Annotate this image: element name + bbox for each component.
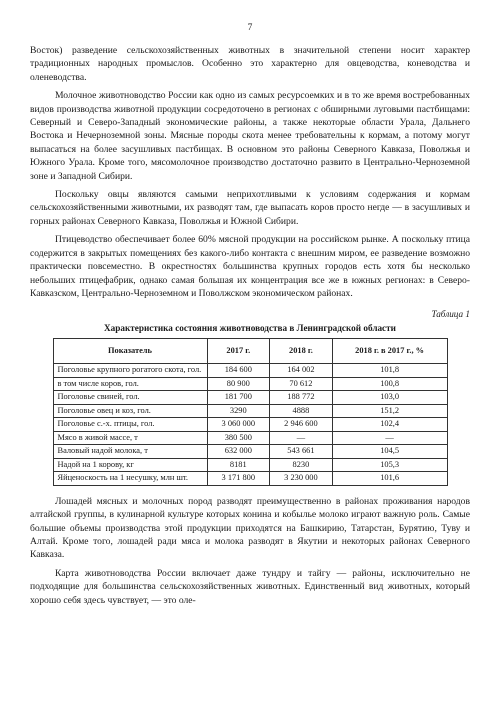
paragraph: Карта животноводства России включает даже тундру и тайгу — районы, исключительно не подходящие для большинства сельскохозяйственных животных. Единственный вид животных, который хорошо себя здесь чувствует, — это оле- [30,567,470,606]
table-cell: 101,6 [332,472,447,486]
table-cell: 101,8 [332,364,447,378]
table-cell: Яйценоскость на 1 несушку, млн шт. [53,472,207,486]
table-title: Характеристика состояния животноводства в Ленинградской области [104,323,396,334]
table-cell: Мясо в живой массе, т [53,431,207,445]
table-row [53,404,447,418]
table-row [53,431,447,445]
table-cell: 380 500 [207,431,270,445]
page-number: 7 [247,23,253,33]
table-cell: 3 060 000 [207,418,270,432]
table-cell: 8230 [270,458,333,472]
table-cell: 105,3 [332,458,447,472]
table-cell: 151,2 [332,404,447,418]
paragraph: Восток) разведение сельскохозяйственных животных в значительной степени носит характер традиционных народных промыслов. Особенно это характерно для овцеводства, коневодства и оленеводства. [30,45,470,83]
table-cell: 543 661 [270,445,333,459]
column-header: Показатель [53,339,207,364]
table-cell: 188 772 [270,391,333,405]
table-cell: 102,4 [332,418,447,432]
table-cell: 3 230 000 [270,472,333,486]
table-row [53,445,447,459]
table-row [53,391,447,405]
table-header-row [53,339,447,364]
table-row [53,458,447,472]
table-cell: 4888 [270,404,333,418]
table-cell: в том числе коров, гол. [53,377,207,391]
paragraph: Птицеводство обеспечивает более 60% мясной продукции на российском рынке. А поскольку птица содержится в закрытых помещениях без какого-либо контакта с внешним миром, ее разведение возможно практически повсеместно. В окрестностях большинства крупных городов есть хотя бы несколько небольших птицефабрик, однако самая большая их концентрация все же в южных регионах: в Северо-Кавказском, Центрально-Черноземном и Поволжском экономическом районах. [30,234,470,299]
table-cell: — [270,431,333,445]
table-row [53,472,447,486]
table-cell: 632 000 [207,445,270,459]
paragraph: Поскольку овцы являются самыми неприхотливыми к условиям содержания и кормам сельскохозяйственными животными, их разводят там, где выпасать коров просто негде — в засушливых и горных районах Северного Кавказа, Поволжья и Южной Сибири. [30,189,470,227]
table-cell: Поголовье с.-х. птицы, гол. [53,418,207,432]
table-cell: Валовый надой молока, т [53,445,207,459]
body-text-bottom [30,495,470,607]
table-cell: Поголовье овец и коз, гол. [53,404,207,418]
table-cell: — [332,431,447,445]
table-cell: 184 600 [207,364,270,378]
table-cell: 104,5 [332,445,447,459]
table-row [53,364,447,378]
table-caption: Таблица 1 [431,309,470,320]
table-cell: 100,8 [332,377,447,391]
table-cell: 80 900 [207,377,270,391]
table-cell: Надой на 1 корову, кг [53,458,207,472]
data-table [53,338,448,486]
table-cell: 103,0 [332,391,447,405]
paragraph: Молочное животноводство России как одно из самых ресурсоемких и в то же время востребованных видов производства животной продукции сосредоточено в регионах с обширными луговыми пастбищами: Северный и Северо-Западный экономические районы, а также некоторые области Урала, Дальнего Востока и Нечерноземной зоны. Мясные породы скота менее требовательны к кормам, а потому могут выпасаться на более засушливых пастбищах. В основном это районы Северного Кавказа, Поволжья и Южного Урала. Кроме того, мясомолочное производство достаточно развито в Центрально-Черноземной зоне и Западной Сибири. [30,90,470,182]
table-cell: 181 700 [207,391,270,405]
column-header: 2017 г. [207,339,270,364]
column-header: 2018 г. в 2017 г., % [332,339,447,364]
table-cell: Поголовье свиней, гол. [53,391,207,405]
table-cell: 164 002 [270,364,333,378]
body-text-top [30,44,470,300]
table-cell: 8181 [207,458,270,472]
table-cell: 3 171 800 [207,472,270,486]
table-cell: 70 612 [270,377,333,391]
column-header: 2018 г. [270,339,333,364]
paragraph: Лошадей мясных и молочных пород разводят преимущественно в районах проживания народов алтайской группы, в кулинарной культуре которых конина и кобылье молоко играют важную роль. Самые большие объемы производства этой продукции приходятся на Башкирию, Татарстан, Бурятию, Туву и Алтай. Кроме того, лошадей ради мяса и молока разводят в Якутии и некоторых районах Северного Кавказа. [30,495,470,561]
table-cell: 3290 [207,404,270,418]
table-row [53,377,447,391]
table-cell: Поголовье крупного рогатого скота, гол. [53,364,207,378]
table-cell: 2 946 600 [270,418,333,432]
table-row [53,418,447,432]
